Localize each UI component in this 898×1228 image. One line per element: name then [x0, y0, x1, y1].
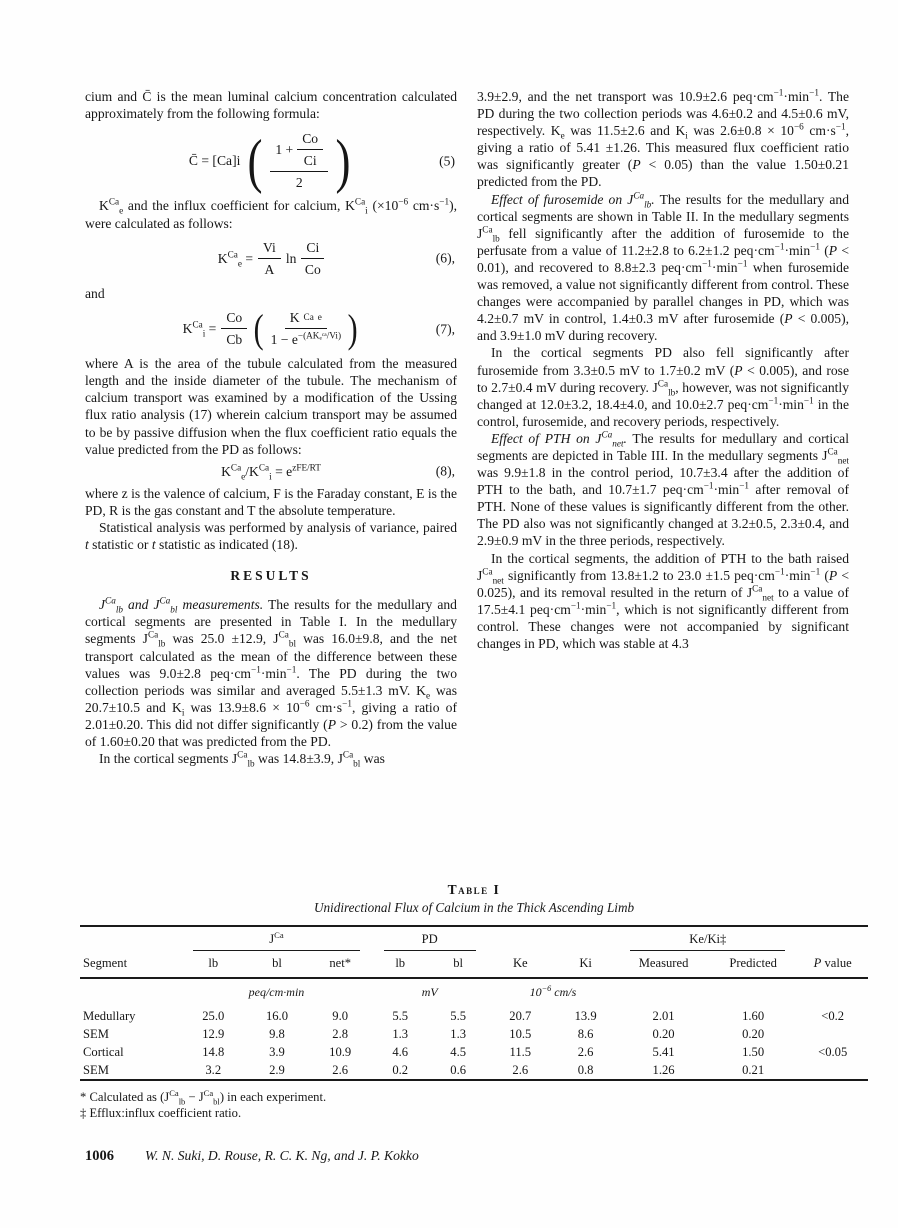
equation-5-number: (5): [439, 153, 455, 169]
equation-6: [85, 239, 457, 278]
equation-7-number: (7),: [435, 320, 455, 336]
results-heading: RESULTS: [230, 568, 312, 584]
eq5-denominator: 2: [295, 175, 303, 191]
eq6-operator-ln: ln: [285, 250, 297, 266]
paragraph-furosemide: Effect of furosemide on $J^{Ca}_{lb}$. The results for the medullary and cortical segments are shown in Table II. In the medullary segments $J^{Ca}_{lb}$ fell significantly after the addition of furosemide to the perfusate from a value of 11.2±2.8 to 6.2±1.2 $peq\cdot cm^{-1}\cdot\min^{-1}$ (P < 0.01), and recovered to 8.8±2.3 $peq\cdot cm^{-1}\cdot\min^{-1}$ when furosemide was removed, a value not significantly different from control. These changes were accompanied by parallel changes in PD, which was 4.2±0.7 mV in control, 1.4±0.3 mV after furosemide (P < 0.005), and 3.9±1.0 mV during recovery.: [477, 190, 849, 344]
eq6-lhs: $K^{Ca}_e$ =: [217, 249, 254, 269]
col-header-pvalue: P value: [797, 951, 868, 978]
equation-6-number: (6),: [435, 250, 455, 266]
table-column-header-row: [80, 951, 868, 978]
right-column: [477, 88, 849, 866]
paragraph-concentration: cium and C̄ is the mean luminal calcium concentration calculated approximately from the following formula:: [85, 89, 457, 122]
eq5-lhs: C̄ = [Ca]i: [188, 153, 241, 169]
col-header-lb-pd: lb: [372, 951, 429, 978]
col-header-net: net*: [309, 951, 372, 978]
paragraph-statistics: Statistical analysis was performed by analysis of variance, paired t statistic or t statistic as indicated (18).: [85, 519, 457, 553]
eq8-body: $K^{Ca}_e/K^{Ca}_i = e^{zFE/RT}$: [221, 462, 321, 482]
col-header-bl-pd: bl: [429, 951, 488, 978]
group-header-keki: Ke/Ki‡: [630, 931, 785, 951]
conjunction-and: and: [85, 285, 105, 301]
paragraph-cortical-continued: 3.9±2.9, and the net transport was 10.9±2.6 $peq\cdot cm^{-1}\cdot\min^{-1}$. The PD during the two collection periods was 4.6±0.2 and 4.5±0.6 mV, respectively. $K_e$ was 11.5±2.6 and $K_i$ was $2.6\pm 0.8 \times 10^{-6}$ $cm\cdot s^{-1}$, giving a ratio of 5.41 ±1.26. This measured flux coefficient ratio was significantly greater (P < 0.05) than the value 1.50±0.21 predicted from the PD.: [477, 88, 849, 190]
page-footer: [85, 1148, 849, 1165]
eq7-inner-fraction: K Ca e $1 - e^{-(AK_eᶜᵃ/Vi)}$: [270, 309, 342, 348]
table-1: [80, 925, 868, 1081]
left-column: [85, 88, 457, 866]
footnote-dagger: ‡ Efflux:influx coefficient ratio.: [80, 1105, 242, 1120]
paragraph-cortical-pd: In the cortical segments PD also fell significantly after furosemide from 3.3±0.5 mV to 1.7±0.2 mV (P < 0.005), and rose to 2.7±0.4 mV during recovery. $J^{Ca}_{lb}$, however, was not significantly changed at 12.0±3.2, 18.4±4.0, and 10.0±2.7 $peq\cdot cm^{-1}\cdot\min^{-1}$ in the control, furosemide, and recovery periods, respectively.: [477, 345, 849, 429]
eq5-inner-numerator: Co: [297, 130, 323, 150]
paragraph-pth-medullary: Effect of PTH on $J^{Ca}_{net}$. The results for medullary and cortical segments are depicted in Table III. In the medullary segments $J^{Ca}_{net}$ was 9.9±1.8 in the control period, 10.7±3.4 after the addition of PTH to the bath, and 10.7±1.7 $peq\cdot cm^{-1}\cdot\min^{-1}$ after removal of PTH. None of these values is significantly different from the other. The PD also was not significantly changed at 3.2±0.5, 2.3±0.4, and 2.9±0.9 mV in the three periods, respectively.: [477, 429, 849, 549]
col-header-ki: Ki: [553, 951, 618, 978]
table-row-medullary: Medullary 25.0 16.0 9.0 5.5 5.5 20.7 13.9 2.01 1.60 <0.2: [83, 1008, 845, 1023]
table-row-medullary-sem: SEM 12.9 9.8 2.8 1.3 1.3 10.5 8.6 0.20 0.20: [83, 1026, 765, 1041]
eq6-fraction-1: $\frac{Vi}{A}$: [258, 239, 281, 278]
col-header-ke: Ke: [488, 951, 553, 978]
col-header-measured: Measured: [618, 951, 709, 978]
equation-8-number: (8),: [435, 463, 455, 479]
table-row-cortical: Cortical 14.8 3.9 10.9 4.6 4.5 11.5 2.6 5.41 1.50 <0.05: [83, 1044, 848, 1059]
table-1-label: Table I: [447, 882, 501, 897]
col-header-lb-flux: lb: [181, 951, 245, 978]
paragraph-cortical-start: In the cortical segments $J^{Ca}_{lb}$ was 14.8±3.9, $J^{Ca}_{bl}$ was: [99, 749, 385, 769]
eq5-num-prefix: 1 +: [275, 142, 294, 158]
equation-7: $K^{Ca}_i$ = $\frac{Co}{Cb}$ ( K Ca e $1 - e^{-(AK_eᶜᵃ/Vi)}$ ) (7),: [182, 305, 455, 351]
col-header-segment: Segment: [80, 951, 181, 978]
page-number: 1006: [85, 1148, 114, 1164]
paragraph-pth-cortical: In the cortical segments, the addition of PTH to the bath raised $J^{Ca}_{net}$ significantly from 13.8±1.2 to 23.0 ±1.5 $peq\cdot cm^{-1}\cdot\min^{-1}$ (P < 0.025), and its removal resulted in the return of $J^{Ca}_{net}$ to a value of 17.5±4.1 $peq\cdot cm^{-1}\cdot\min^{-1}$, which is not significantly different from control. These changes were not accompanied by significant changes in PD, which was stable at 4.3: [477, 550, 849, 651]
eq5-fraction: [270, 130, 328, 191]
table-footnotes: [80, 1087, 868, 1121]
table-1-title: Unidirectional Flux of Calcium in the Thick Ascending Limb: [313, 900, 635, 915]
paragraph-coefficients: $K^{Ca}_e$ and the influx coefficient for calcium, $K^{Ca}_i$ ($\times 10^{-6}$ $cm\cdot s^{-1}$), were calculated as follows:: [85, 196, 458, 231]
group-header-pd: PD: [384, 931, 476, 951]
eq7-fraction-1: $\frac{Co}{Cb}$: [221, 309, 247, 348]
footnote-asterisk: * Calculated as $(J^{Ca}_{lb} - J^{Ca}_{bl})$ in each experiment.: [80, 1087, 327, 1107]
table-group-header-row: [80, 926, 868, 951]
table-1-section: [80, 882, 868, 1121]
eq5-inner-denominator: Ci: [303, 153, 317, 169]
units-flux: peq/cm·min: [248, 985, 305, 999]
units-coeff: $10^{-6}$ cm/s: [529, 984, 577, 999]
eq7-lhs: $K^{Ca}_i$ =: [182, 319, 217, 339]
group-header-jca: $J^{Ca}$: [193, 931, 360, 951]
equation-8: [85, 463, 457, 480]
col-header-bl-flux: bl: [245, 951, 308, 978]
text-columns: [85, 88, 849, 866]
equation-5: C̄ = [Ca]i ( 1 + $\frac{Co}{Ci}$ 2 ) (5): [188, 127, 455, 194]
table-row-cortical-sem: SEM 3.2 2.9 2.6 0.2 0.6 2.6 0.8 1.26 0.21: [83, 1062, 765, 1077]
paragraph-where-z: where z is the valence of calcium, F is the Faraday constant, E is the PD, R is the gas constant and T the absolute temperature.: [85, 485, 457, 518]
eq6-fraction-2: $\frac{Ci}{Co}$: [301, 239, 324, 278]
units-pd: mV: [421, 985, 438, 999]
paragraph-measurements: $J^{Ca}_{lb}$ and $J^{Ca}_{bl}$ measurements. The results for the medullary and cortical segments are presented in Table I. In the medullary segments $J^{Ca}_{lb}$ was 25.0 ±12.9, $J^{Ca}_{bl}$ was 16.0±9.8, and the net transport calculated as the mean of the difference between these values was 9.0±2.8 $peq\cdot cm^{-1}\cdot\min^{-1}$. The PD during the two collection periods was similar and averaged 5.5±1.3 mV. $K_e$ was 20.7±10.5 and $K_i$ was $13.9\pm 8.6 \times 10^{-6}$ $cm\cdot s^{-1}$, giving a ratio of 2.01±0.20. This did not differ significantly (P > 0.2) from the value of 1.60±0.20 that was predicted from the PD.: [85, 595, 457, 749]
col-header-predicted: Predicted: [709, 951, 797, 978]
paragraph-where-a: where A is the area of the tubule calculated from the measured length and the inside diameter of the tubule. The mechanism of calcium transport was examined by a modification of the Ussing flux ratio analysis (17) wherein calcium transport may be assumed to be by passive diffusion when the flux coefficient ratio equals the value predicted from the PD as follows:: [85, 356, 457, 457]
eq5-inner-fraction: [297, 130, 323, 169]
running-authors: W. N. Suki, D. Rouse, R. C. K. Ng, and J. P. Kokko: [145, 1148, 419, 1163]
table-units-row: [80, 978, 868, 1007]
